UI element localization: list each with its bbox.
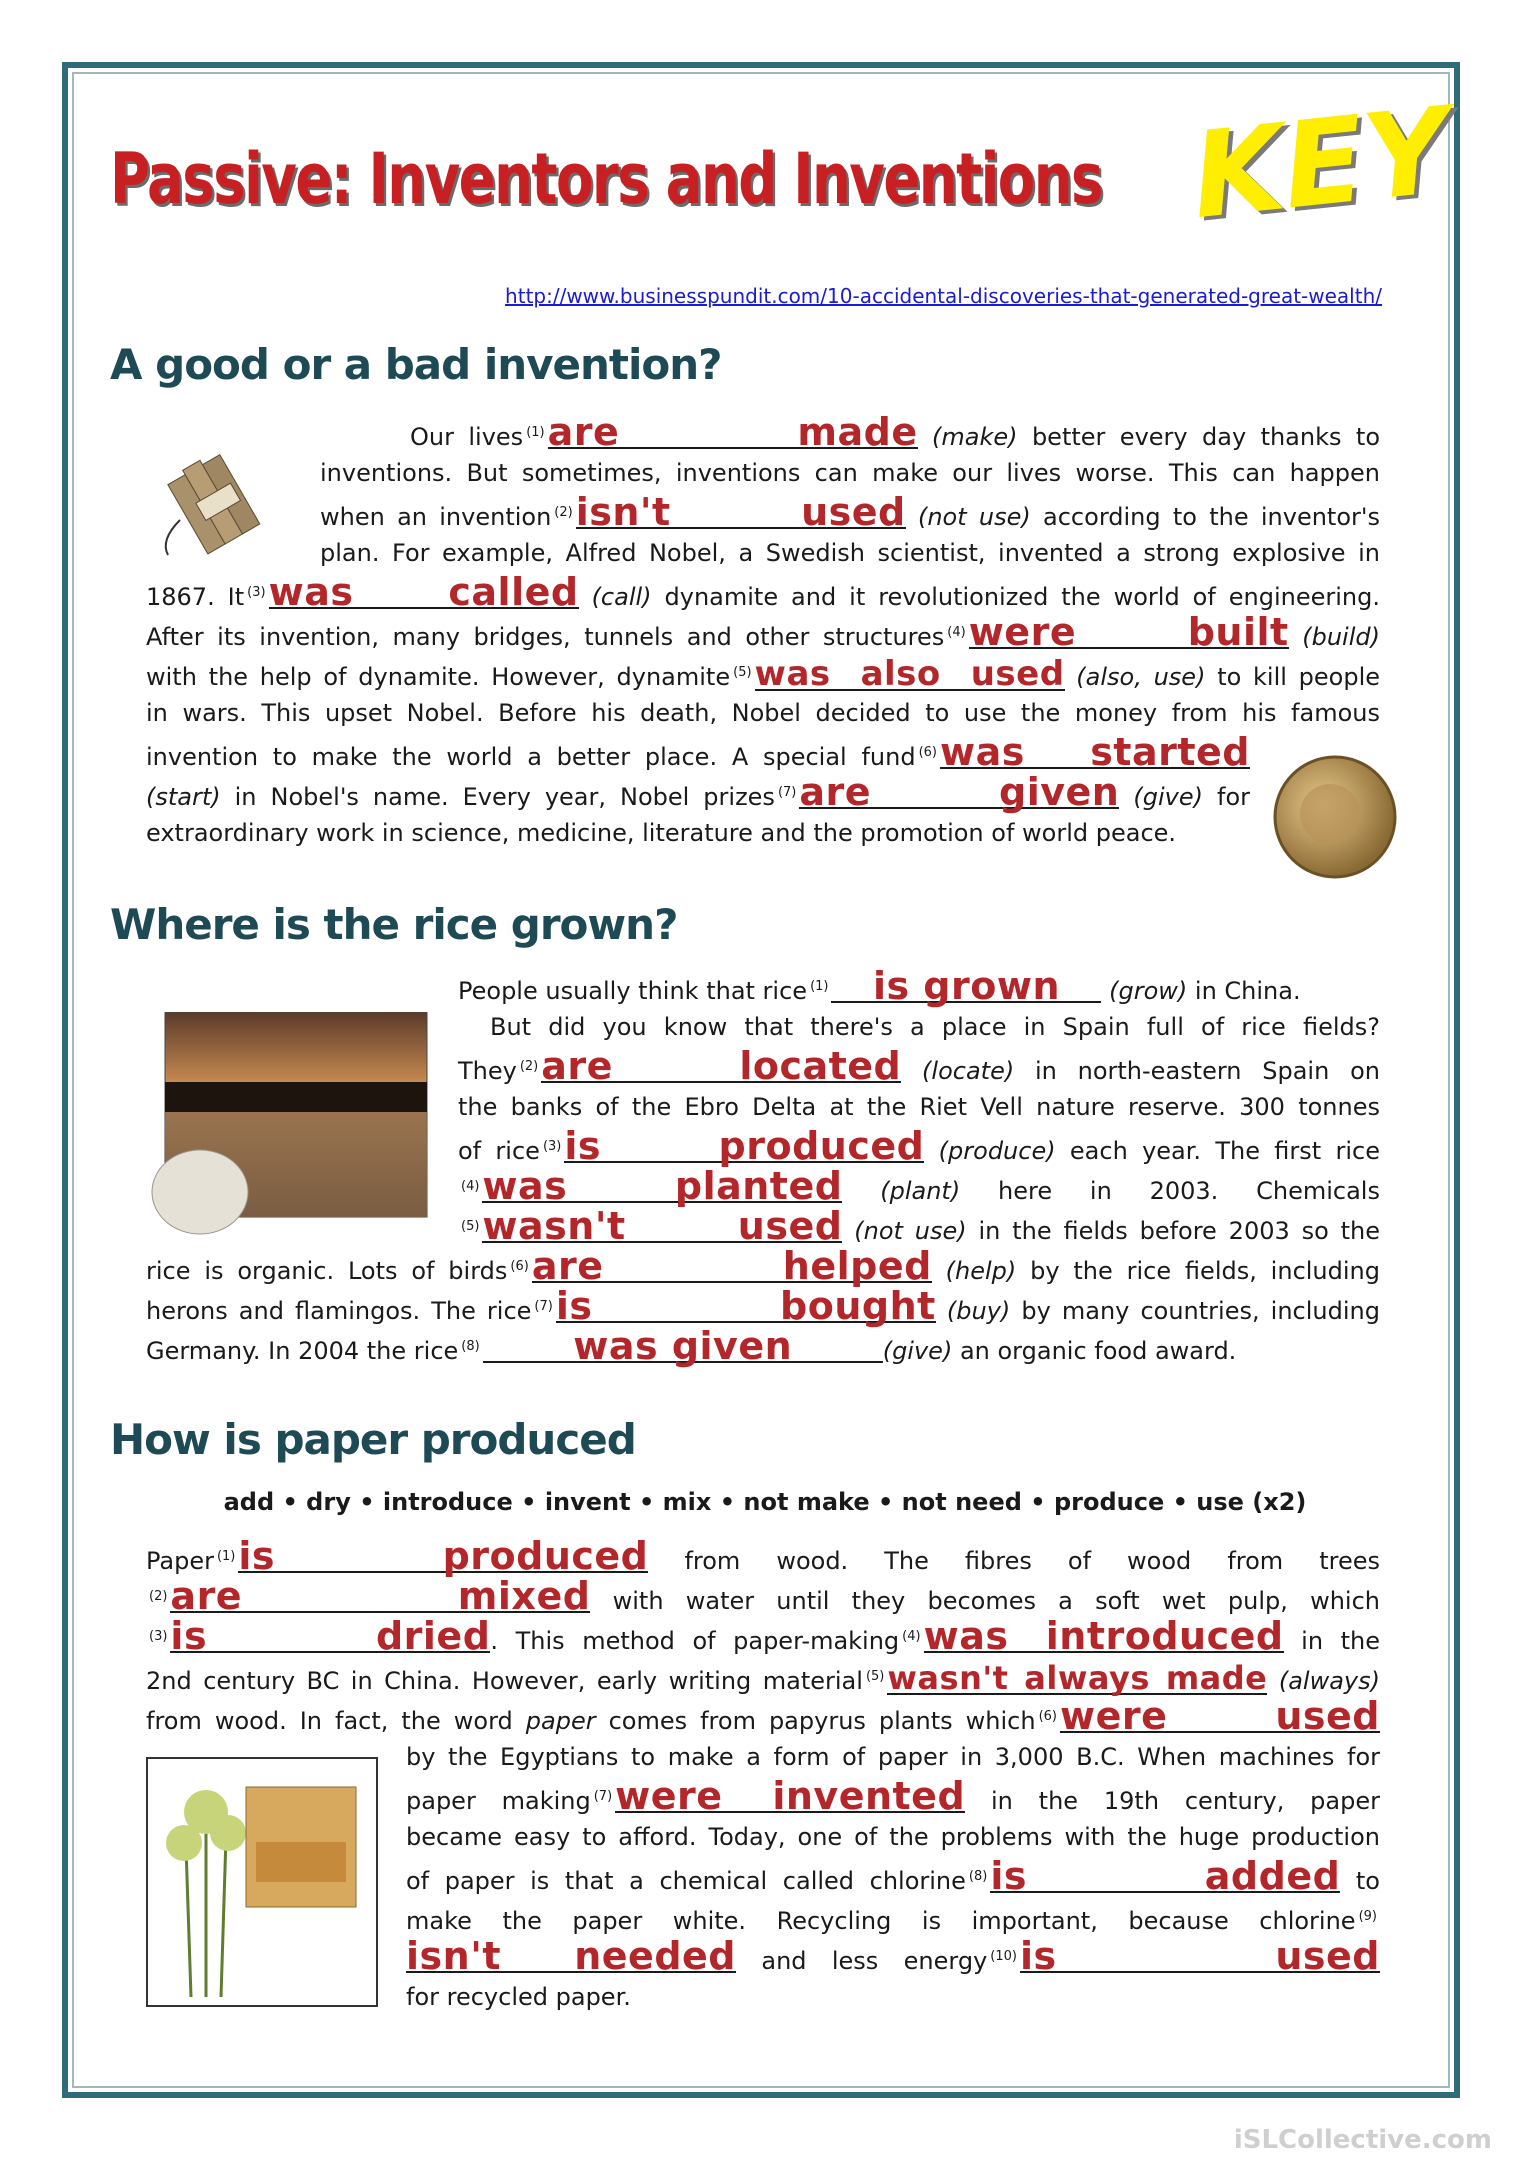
s3-line12: for recycled paper. — [406, 1983, 631, 2011]
answer-3-9: isn't needed — [406, 1934, 736, 1978]
answer-3-4: was introduced — [923, 1614, 1284, 1658]
answer-2-3: is produced — [564, 1124, 925, 1168]
answer-3-1: is produced — [238, 1534, 649, 1578]
answer-1-7: are given — [799, 770, 1120, 814]
page-title: Passive: Inventors and Inventions — [110, 138, 1103, 220]
s1-line9: invention to make the world a better place. A special fund $^{(6)}$was started — [146, 730, 1250, 774]
s2-line3: They $^{(2)}$are located (locate) in north-eastern Spain on — [458, 1044, 1380, 1088]
s2-line2: But did you know that there's a place in Spain full of rice fields? — [490, 1013, 1380, 1041]
key-label: KEY — [1185, 80, 1457, 246]
s3-line4: 2nd century BC in China. However, early writing material $^{(5)}$wasn't always made (always) — [146, 1659, 1380, 1697]
word-bank: add • dry • introduce • invent • mix • not make • not need • produce • use (x2) — [223, 1488, 1307, 1516]
watermark: iSLCollective.com — [1233, 2125, 1492, 2155]
s2-line4: the banks of the Ebro Delta at the Riet Vell nature reserve. 300 tonnes — [458, 1093, 1380, 1121]
s3-line8: became easy to afford. Today, one of the problems with the huge production — [406, 1823, 1380, 1851]
answer-3-10: is used — [1019, 1934, 1380, 1978]
nobel-medal-image — [1270, 752, 1400, 882]
answer-1-1: are made — [547, 410, 918, 454]
answer-3-5: wasn't always made — [887, 1659, 1268, 1697]
answer-2-4: was planted — [482, 1164, 843, 1208]
s3-line1: Paper $^{(1)}$is produced from wood. The fibres of wood from trees — [146, 1534, 1380, 1578]
s2-line7: $^{(5)}$wasn't used (not use) in the fields before 2003 so the — [461, 1204, 1381, 1248]
s3-line9: of paper is that a chemical called chlorine $^{(8)}$is added to — [406, 1854, 1380, 1898]
section1-heading: A good or a bad invention? — [110, 340, 722, 389]
answer-2-8: was given — [573, 1324, 793, 1368]
answer-3-3: is dried — [170, 1614, 491, 1658]
s3-line7: paper making $^{(7)}$were invented in the 19th century, paper — [406, 1774, 1380, 1818]
answer-2-5: wasn't used — [482, 1204, 843, 1248]
answer-1-5: was also used — [754, 654, 1065, 694]
answer-3-6: were used — [1059, 1694, 1380, 1738]
s2-line1: People usually think that rice $^{(1)}$ is grown (grow) in China. — [458, 964, 1301, 1008]
s1-line6: After its invention, many bridges, tunnels and other structures $^{(4)}$were built (build) — [146, 610, 1380, 654]
s1-line7: with the help of dynamite. However, dynamite $^{(5)}$was also used (also, use) to kill people — [146, 654, 1381, 694]
s1-line1: Our lives $^{(1)}$are made (make) better every day thanks to — [410, 410, 1381, 454]
answer-3-7: were invented — [615, 1774, 966, 1818]
s3-line3: $^{(3)}$is dried. This method of paper-making $^{(4)}$was introduced in the — [149, 1614, 1380, 1658]
answer-2-2: are located — [541, 1044, 902, 1088]
s3-line10: make the paper white. Recycling is important, because chlorine $^{(9)}$ — [406, 1907, 1377, 1935]
s3-line6: by the Egyptians to make a form of paper in 3,000 B.C. When machines for — [406, 1743, 1380, 1771]
rice-fields-image — [145, 1012, 435, 1252]
dynamite-image — [150, 430, 290, 560]
papyrus-image — [146, 1757, 378, 2007]
s1-line8: in wars. This upset Nobel. Before his death, Nobel decided to use the money from his famous — [146, 699, 1380, 727]
s1-line10: (start) in Nobel's name. Every year, Nobel prizes $^{(7)}$are given (give) for — [146, 770, 1250, 814]
answer-2-6: are helped — [531, 1244, 932, 1288]
answer-3-2: are mixed — [170, 1574, 591, 1618]
s1-line5: 1867. It $^{(3)}$was called (call) dynamite and it revolutionized the world of engineering. — [146, 570, 1380, 614]
answer-1-4: were built — [968, 610, 1289, 654]
s2-line6: $^{(4)}$was planted (plant) here in 2003. Chemicals — [461, 1164, 1380, 1208]
answer-1-3: was called — [268, 570, 579, 614]
answer-2-7: is bought — [555, 1284, 936, 1328]
s2-line9: herons and flamingos. The rice $^{(7)}$is bought (buy) by many countries, including — [146, 1284, 1380, 1328]
s3-line11: isn't needed and less energy $^{(10)}$is used — [406, 1934, 1380, 1978]
s3-line5: from wood. In fact, the word paper comes from papyrus plants which $^{(6)}$were used — [146, 1694, 1380, 1738]
s2-line5: of rice $^{(3)}$is produced (produce) each year. The first rice — [458, 1124, 1380, 1168]
s2-line8: rice is organic. Lots of birds $^{(6)}$are helped (help) by the rice fields, including — [146, 1244, 1380, 1288]
answer-3-8: is added — [990, 1854, 1341, 1898]
s1-line11: extraordinary work in science, medicine, literature and the promotion of world peace. — [146, 819, 1177, 847]
s1-line4: plan. For example, Alfred Nobel, a Swedish scientist, invented a strong explosive in — [320, 539, 1380, 567]
section2-heading: Where is the rice grown? — [110, 900, 678, 949]
s2-line10: Germany. In 2004 the rice $^{(8)}$ was given (give) an organic food award. — [146, 1324, 1237, 1368]
answer-2-1: is grown — [872, 964, 1061, 1008]
s3-line2: $^{(2)}$are mixed with water until they becomes a soft wet pulp, which — [149, 1574, 1380, 1618]
source-link[interactable]: http://www.businesspundit.com/10-accidental-discoveries-that-generated-great-wealth/ — [505, 284, 1382, 308]
answer-1-2: isn't used — [575, 490, 906, 534]
answer-1-6: was started — [940, 730, 1250, 774]
s1-line2: inventions. But sometimes, inventions can make our lives worse. This can happen — [320, 459, 1380, 487]
s1-line3: when an invention $^{(2)}$isn't used (not use) according to the inventor's — [320, 490, 1380, 534]
section3-heading: How is paper produced — [110, 1415, 636, 1464]
